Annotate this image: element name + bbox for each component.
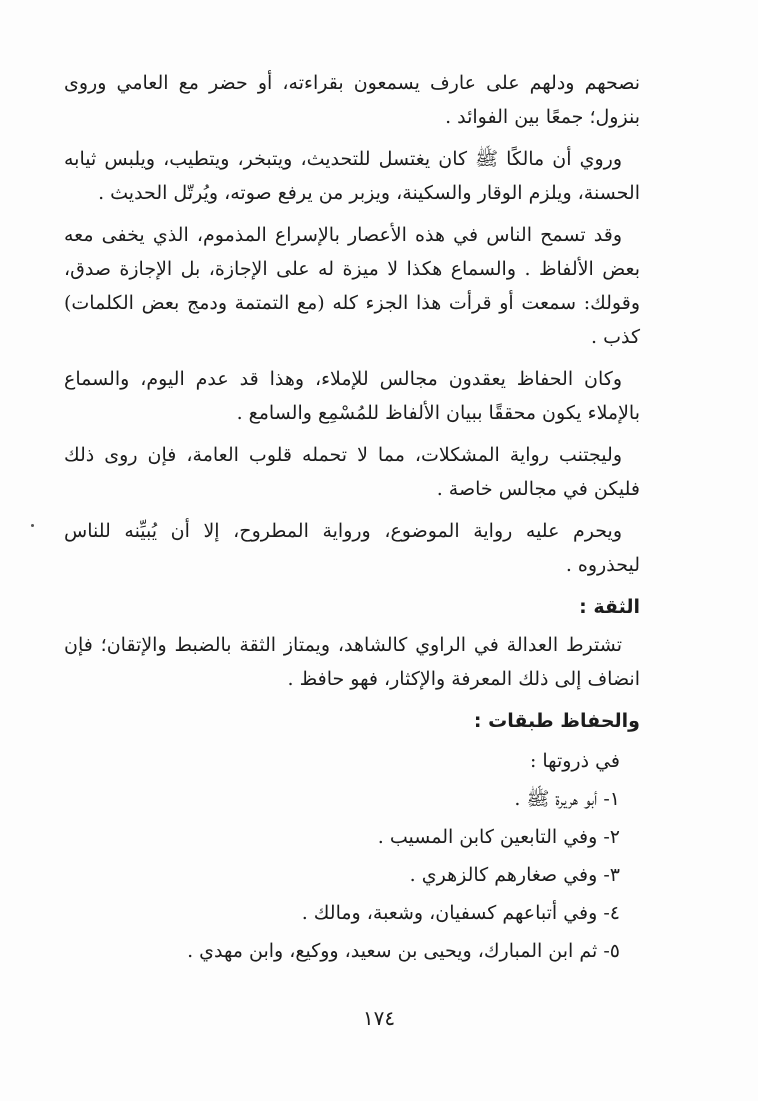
page-body xyxy=(64,66,640,970)
paragraph-6: ويحرم عليه رواية الموضوع، ورواية المطروح، إلا أن يُبيِّنه للناس ليحذروه . xyxy=(64,520,640,576)
huffaz-list xyxy=(64,780,640,970)
list-item: ٥- ثم ابن المبارك، ويحيى بن سعيد، ووكيع، وابن مهدي . xyxy=(187,940,620,962)
heading-thiqa: الثقة : xyxy=(579,596,640,618)
paragraph-3: وقد تسمح الناس في هذه الأعصار بالإسراع المذموم، الذي يخفى معه بعض الألفاظ . والسماع هكذا لا ميزة له على الإجازة، بل الإجازة صدق، وقولك: سمعت أو قرأت هذا الجزء كله (مع التمتمة ودمج بعض الكلمات) كذب . xyxy=(64,224,640,348)
paragraph-2: وروي أن مالكًا ﷺ كان يغتسل للتحديث، ويتبخر، ويتطيب، ويلبس ثيابه الحسنة، ويلزم الوقار والسكينة، ويزبر من يرفع صوته، ويُرتّل الحديث . xyxy=(64,148,640,204)
list-item: ١- أبو هريرة ﷺ . xyxy=(514,788,620,810)
page-number: ١٧٤ xyxy=(362,1006,396,1030)
heading-huffaz: والحفاظ طبقات : xyxy=(473,710,640,732)
list-item: ٤- وفي أتباعهم كسفيان، وشعبة، ومالك . xyxy=(301,902,620,924)
list-item: ٢- وفي التابعين كابن المسيب . xyxy=(377,826,620,848)
paragraph-5: وليجتنب رواية المشكلات، مما لا تحمله قلوب العامة، فإن روى ذلك فليكن في مجالس خاصة . xyxy=(64,444,640,500)
list-item: ٣- وفي صغارهم كالزهري . xyxy=(409,864,620,886)
paragraph-thiqa: تشترط العدالة في الراوي كالشاهد، ويمتاز الثقة بالضبط والإتقان؛ فإن انضاف إلى ذلك المعرفة والإكثار، فهو حافظ . xyxy=(64,634,640,690)
list-intro: في ذروتها : xyxy=(529,750,620,772)
paragraph-4: وكان الحفاظ يعقدون مجالس للإملاء، وهذا قد عدم اليوم، والسماع بالإملاء يكون محققًا ببيان الألفاظ للمُسْمِع والسامع . xyxy=(64,368,640,424)
scan-speck xyxy=(31,524,34,527)
paragraph-1: نصحهم ودلهم على عارف يسمعون بقراءته، أو حضر مع العامي وروى بنزول؛ جمعًا بين الفوائد . xyxy=(64,72,640,128)
